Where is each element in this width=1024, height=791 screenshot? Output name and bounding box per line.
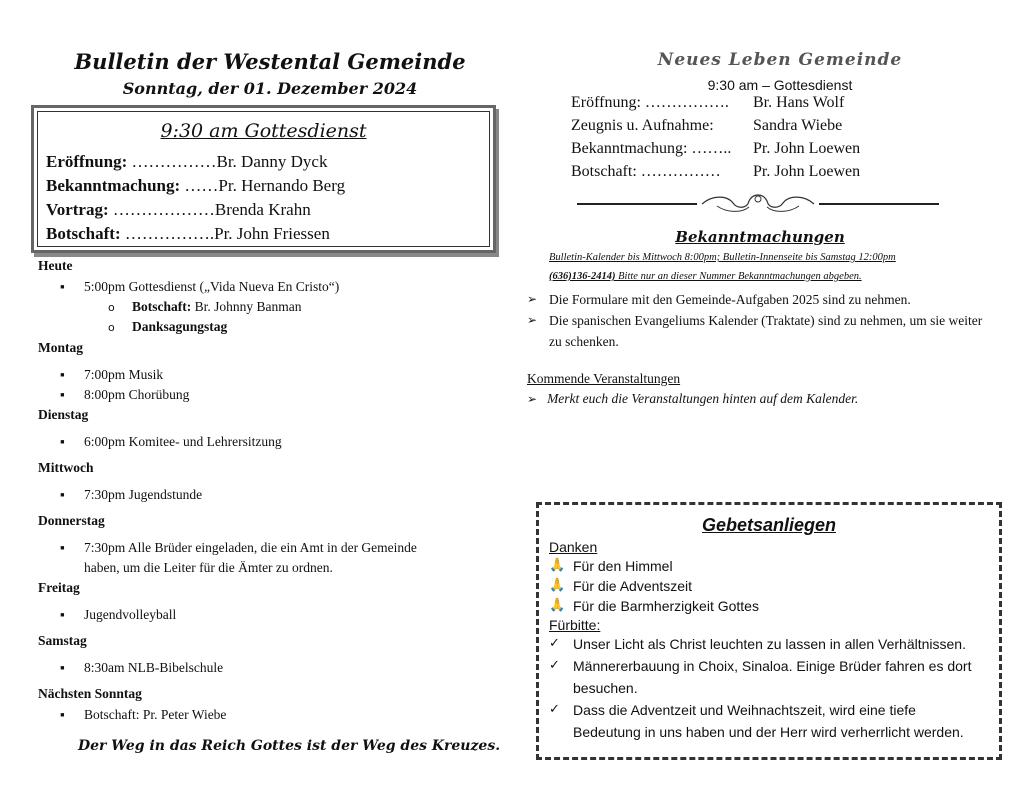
service-row: Eröffnung: ……………. Br. Hans Wolf [571,94,845,111]
list-item: ▪ 8:30am NLB-Bibelschule [60,660,224,675]
circle-bullet-icon: o [108,321,115,334]
list-item: ▪ Botschaft: Pr. Peter Wiebe [60,707,227,722]
day-heading: Nächsten Sonntag [38,686,142,701]
square-bullet-icon: ▪ [60,487,65,502]
service-row: Eröffnung: ……………Br. Danny Dyck [46,152,328,171]
sub-item: o Danksagungstag [108,319,228,334]
list-item: ▪ 7:30pm Alle Brüder eingeladen, die ein Amt in der Gemeinde [60,540,417,555]
ornament-divider [577,191,939,217]
list-item: ▪ 6:00pm Komitee- und Lehrersitzung [60,434,282,449]
intercession-item: ✓ Dass die Adventzeit und Weihnachtszeit, wird eine tiefe Bedeutung in uns haben und der Herr wird verherrlicht werden. [549,699,979,743]
square-bullet-icon: ▪ [60,367,65,382]
list-item: ▪ 8:00pm Chorübung [60,387,190,402]
list-item: ▪ 5:00pm Gottesdienst („Vida Nueva En Cristo“) [60,279,340,294]
bulletin-date: Sonntag, der 01. Dezember 2024 [122,79,418,98]
day-heading: Montag [38,340,83,355]
sub-item: o Botschaft: Br. Johnny Banman [108,299,302,314]
thanks-item: 🙏 Für den Himmel [549,555,979,577]
announcements-note: (636)136-2414) Bitte nur an dieser Nummer Bekanntmachungen abgeben. [549,271,862,282]
upcoming-title: Kommende Veranstaltungen [527,371,681,386]
checkmark-icon: ✓ [549,636,560,651]
square-bullet-icon: ▪ [60,279,65,294]
square-bullet-icon: ▪ [60,707,65,722]
day-heading: Mittwoch [38,460,94,475]
intercession-item: ✓ Männererbauung in Choix, Sinaloa. Einige Brüder fahren es dort besuchen. [549,655,979,699]
service-row: Botschaft: …………….Pr. John Friessen [46,224,330,243]
church-title: Neues Leben Gemeinde [657,50,903,70]
footer-quote: Der Weg in das Reich Gottes ist der Weg des Kreuzes. [78,738,501,754]
list-item: ▪ Jugendvolleyball [60,607,177,622]
day-heading: Freitag [38,580,80,595]
announcements-note: Bulletin-Kalender bis Mittwoch 8:00pm; Bulletin-Innenseite bis Samstag 12:00pm [549,252,896,263]
day-heading: Donnerstag [38,513,105,528]
service-row: Bekanntmachung: ……Pr. Hernando Berg [46,176,346,195]
thanks-item: 🙏 Für die Barmherzigkeit Gottes [549,595,979,617]
arrow-bullet-icon: ➢ [527,313,538,327]
list-item-continuation: haben, um die Leiter für die Ämter zu ordnen. [84,560,333,575]
circle-bullet-icon: o [108,301,115,314]
square-bullet-icon: ▪ [60,434,65,449]
square-bullet-icon: ▪ [60,540,65,555]
thanks-item: 🙏 Für die Adventszeit [549,575,979,597]
service-box [31,105,496,253]
service-box-title: 9:30 am Gottesdienst [160,120,367,142]
checkmark-icon: ✓ [549,702,560,717]
intercession-item: ✓ Unser Licht als Christ leuchten zu lassen in allen Verhältnissen. [549,633,979,655]
service-row: Vortrag: ………………Brenda Krahn [46,200,311,219]
announcement-item: ➢ Die Formulare mit den Gemeinde-Aufgaben 2025 sind zu nehmen. [527,289,997,310]
checkmark-icon: ✓ [549,658,560,673]
square-bullet-icon: ▪ [60,660,65,675]
praying-hands-icon: 🙏 [549,598,566,613]
square-bullet-icon: ▪ [60,607,65,622]
day-heading: Samstag [38,633,87,648]
service-time: 9:30 am – Gottesdienst [707,77,853,93]
upcoming-item: ➢ Merkt euch die Veranstaltungen hinten auf dem Kalender. [527,391,859,406]
arrow-bullet-icon: ➢ [527,392,538,406]
arrow-bullet-icon: ➢ [527,292,538,306]
announcement-item: ➢ Die spanischen Evangeliums Kalender (Traktate) sind zu nehmen, um sie weiter zu schenken. [527,310,997,352]
prayer-title: Gebetsanliegen [701,515,837,535]
bulletin-title: Bulletin der Westental Gemeinde [74,49,466,74]
day-heading: Dienstag [38,407,89,422]
intercession-heading: Fürbitte: [549,617,601,633]
announcements-title: Bekanntmachungen [675,228,845,246]
list-item: ▪ 7:00pm Musik [60,367,164,382]
square-bullet-icon: ▪ [60,387,65,402]
service-row: Bekanntmachung: …….. Pr. John Loewen [571,140,861,157]
service-row: Botschaft: …………… Pr. John Loewen [571,163,861,180]
praying-hands-icon: 🙏 [549,578,566,593]
thanks-heading: Danken [549,539,598,555]
service-row: Zeugnis u. Aufnahme: Sandra Wiebe [571,117,843,134]
praying-hands-icon: 🙏 [549,558,566,573]
list-item: ▪ 7:30pm Jugendstunde [60,487,203,502]
day-heading: Heute [38,258,73,273]
